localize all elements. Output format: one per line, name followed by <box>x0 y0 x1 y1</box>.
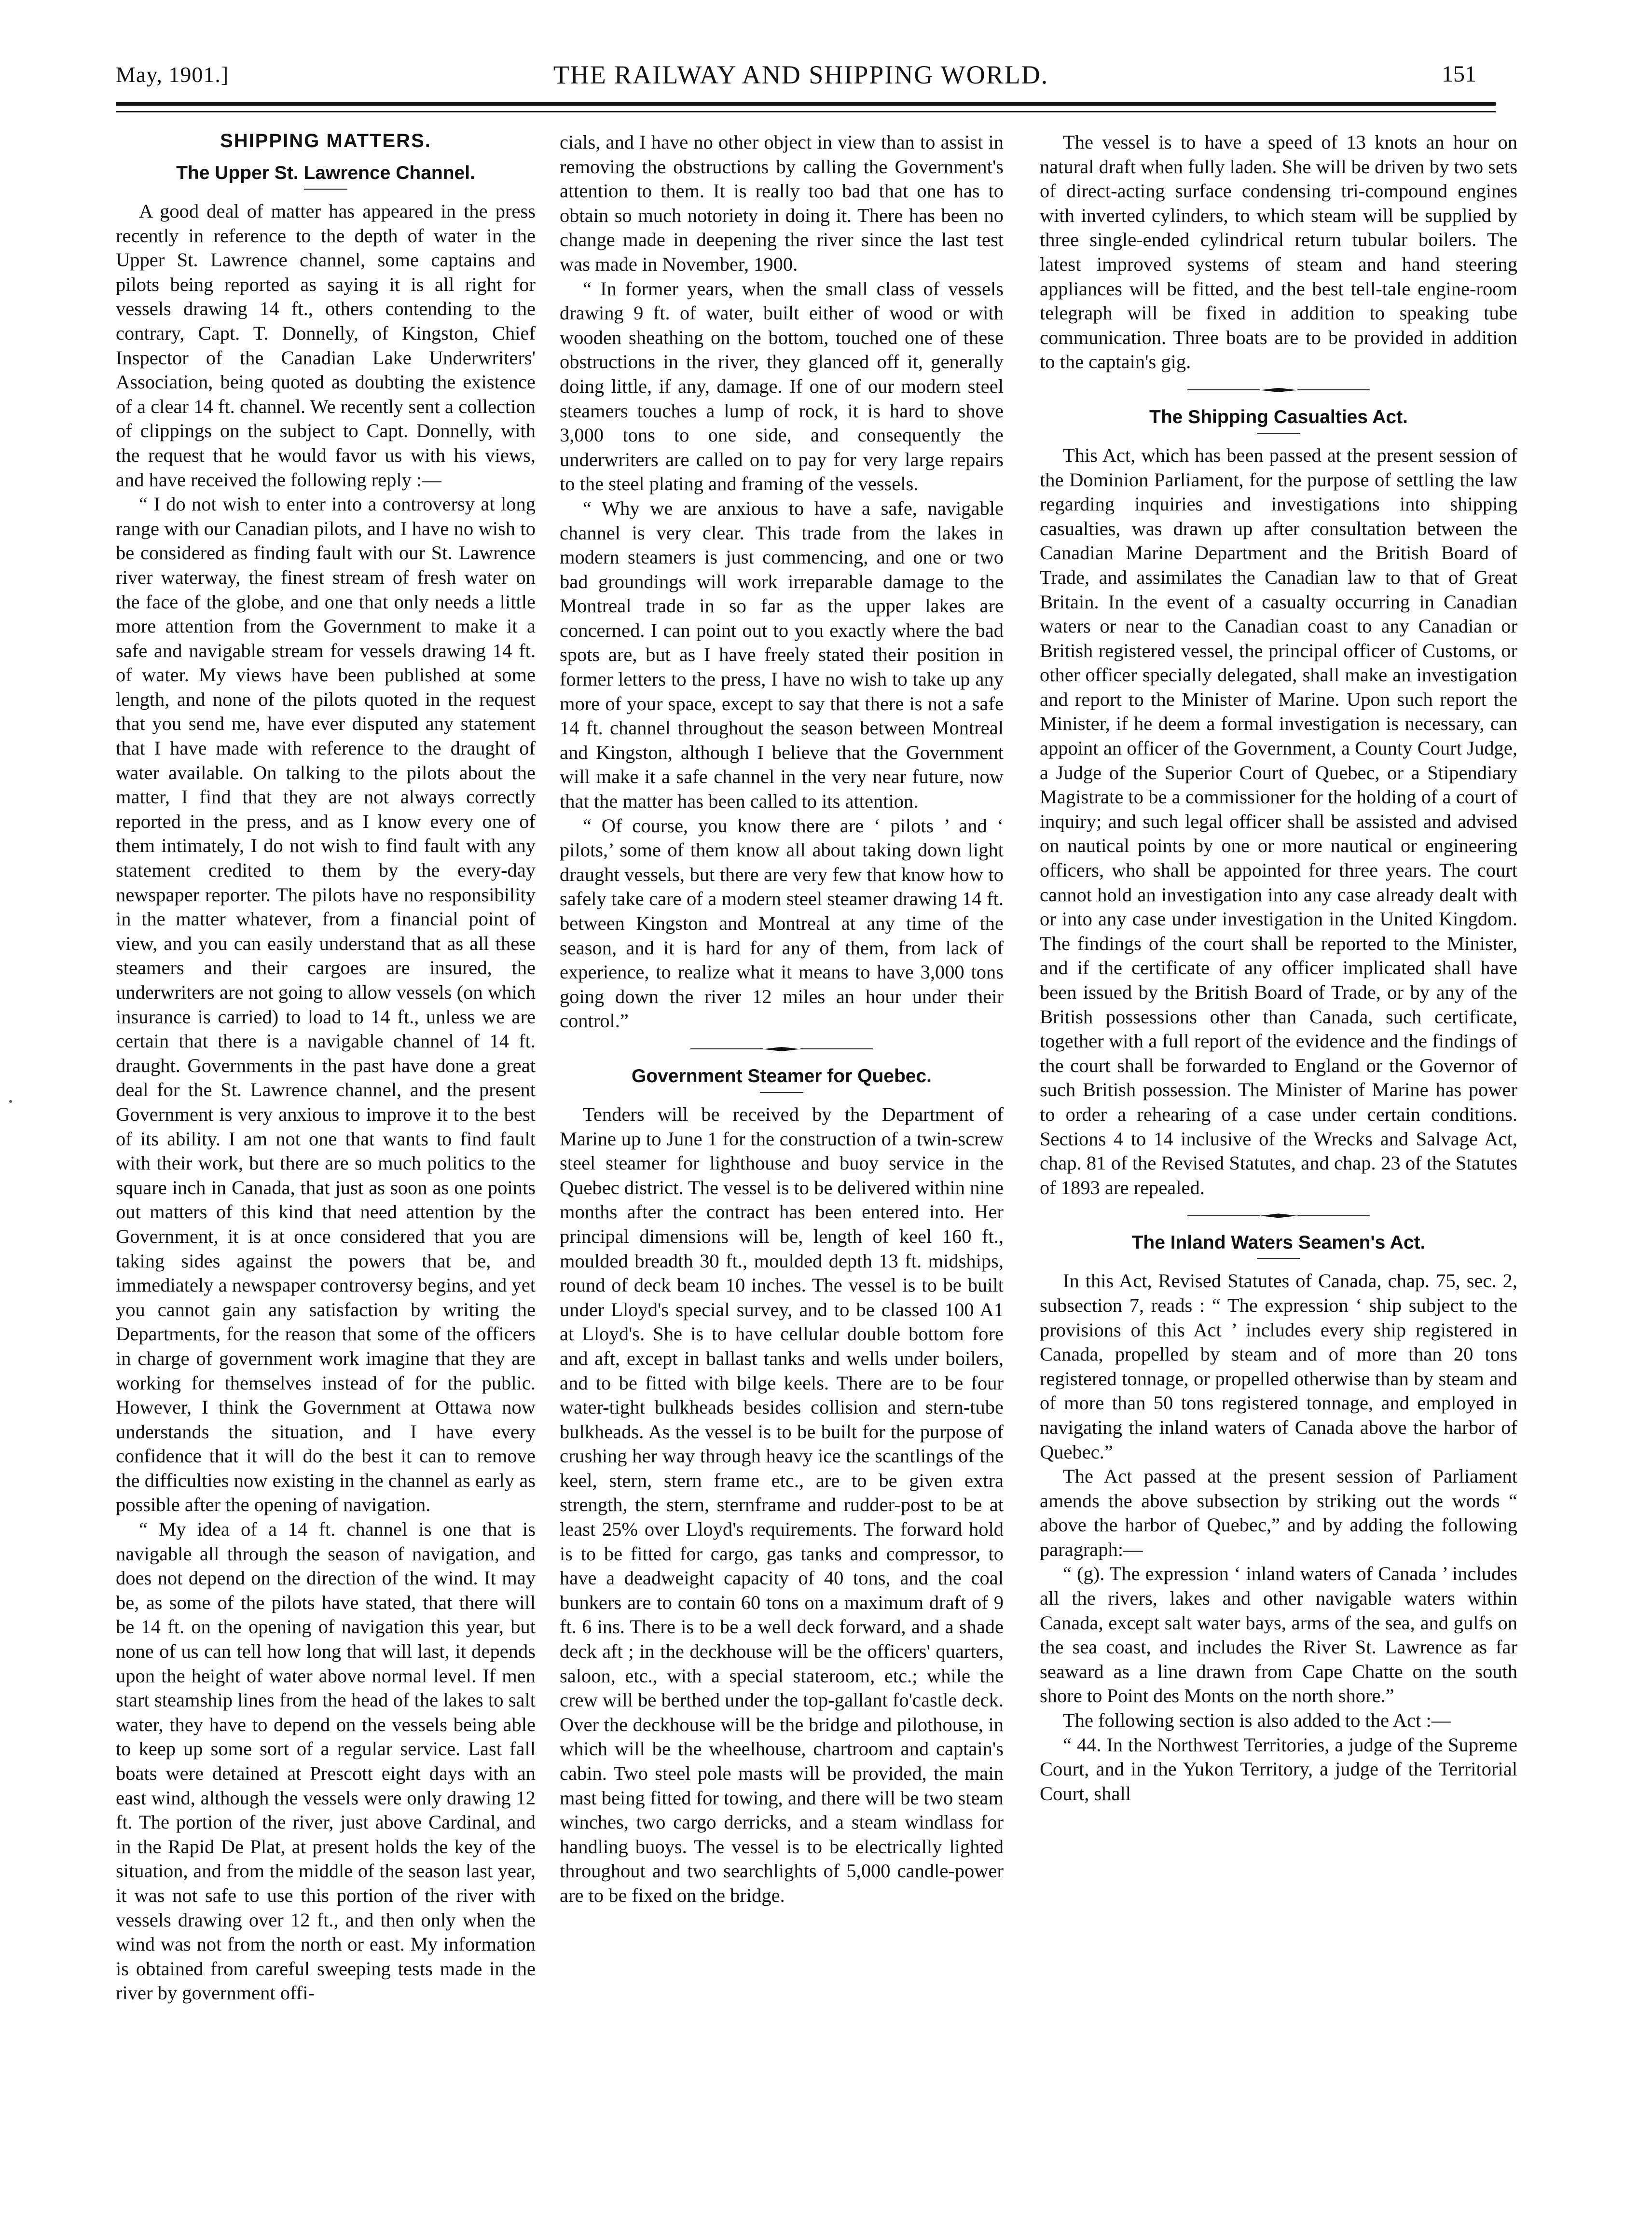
title-rule <box>1257 1258 1300 1259</box>
separator-line <box>800 1048 873 1049</box>
section-separator <box>1040 388 1517 392</box>
column-3 <box>1040 130 1517 1806</box>
article-paragraph: A good deal of matter has appeared in the press recently in reference to the depth of water in the Upper St. Lawrence channel, some captains and pilots being reported as saying it is all right for vessels drawing 14 ft., others contending to the contrary, Capt. T. Donnelly, of Kingston, Chief Inspector of the Canadian Lake Underwriters' Association, being quoted as doubting the existence of a clear 14 ft. channel. We recently sent a collection of clippings on the subject to Capt. Donnelly, with the request that he would favor us with his views, and have received the following reply :— <box>116 200 536 491</box>
header-rule-thin <box>116 111 1496 112</box>
separator-line <box>1297 389 1370 390</box>
article-paragraph: “ 44. In the Northwest Territories, a judge of the Supreme Court, and in the Yukon Territory, a judge of the Territorial Court, shall <box>1040 1733 1517 1804</box>
header-rule-thick <box>116 102 1496 106</box>
article-title-upper-st-lawrence: The Upper St. Lawrence Channel. <box>176 163 475 183</box>
article-title-government-steamer: Government Steamer for Quebec. <box>631 1065 932 1086</box>
article-title-inland-waters: The Inland Waters Seamen's Act. <box>1131 1232 1426 1253</box>
article-paragraph: “ My idea of a 14 ft. channel is one that is navigable all through the season of navigation, and does not depend on the direction of the wind. It may be, as some of the pilots have stated, that there will be 14 ft. on the opening of navigation this year, but none of us can tell how long that will last, it depends upon the height of water above normal level. If men start steamship lines from the head of the lakes to salt water, they have to depend on the vessels being able to keep up some sort of a regular service. Last fall boats were detained at Prescott eight days with an east wind, although the vessels were only drawing 12 ft. The portion of the river, just above Cardinal, and in the Rapid De Plat, at present holds the key of the situation, and from the middle of the season last year, it was not safe to use this portion of the river with vessels drawing over 12 ft., and then only when the wind was not from the north or east. My information is obtained from careful sweeping tests made in the river by government offi- <box>116 1518 536 2004</box>
article-paragraph: Tenders will be received by the Department of Marine up to June 1 for the construction of a twin-screw steel steamer for lighthouse and buoy service in the Quebec district. The vessel is to be delivered within nine months after the contract has been entered into. Her principal dimensions will be, length of keel 160 ft., moulded breadth 30 ft., moulded depth 13 ft. midships, round of deck beam 10 inches. The vessel is to be built under Lloyd's special survey, and to be classed 100 A1 at Lloyd's. She is to have cellular double bottom fore and aft, except in ballast tanks and wells under boilers, and to be fitted with bilge keels. There are to be four water-tight bulkheads besides collision and stern-tube bulkheads. As the vessel is to be built for the purpose of crushing her way through heavy ice the scantlings of the keel, stern, stern frame etc., are to be given extra strength, the stern, sternframe and rudder-post to be at least 25% over Lloyd's requirements. The forward hold is to be fitted for cargo, gas tanks and compressor, to have a deadweight capacity of 40 tons, and the coal bunkers are to contain 60 tons on a maximum draft of 9 ft. 6 ins. There is to be a well deck forward, and a shade deck aft ; in the deckhouse will be the officers' quarters, saloon, etc., with a special stateroom, etc.; while the crew will be berthed under the top-gallant fo'castle deck. Over the deckhouse will be the bridge and pilothouse, in which will be the wheelhouse, chartroom and captain's cabin. Two steel pole masts will be provided, the main mast being fitted for towing, and there will be two steam winches, two cargo derricks, and a steam windlass for handling buoys. The vessel is to be electrically lighted throughout and two searchlights of 5,000 candle-power are to be fixed on the bridge. <box>560 1103 1004 1906</box>
title-rule <box>760 1092 803 1093</box>
column-2 <box>560 130 1004 1908</box>
publication-title: THE RAILWAY AND SHIPPING WORLD. <box>553 60 1049 89</box>
section-separator <box>560 1047 1004 1051</box>
separator-line <box>1187 389 1260 390</box>
separator-line <box>1187 1215 1260 1216</box>
article-title-shipping-casualties: The Shipping Casualties Act. <box>1149 406 1408 427</box>
article-paragraph: cials, and I have no other object in view than to assist in removing the obstructions by calling the Government's attention to them. It is really too bad that one has to obtain so much notoriety in doing it. There has been no change made in deepening the river since the last test was made in November, 1900. <box>560 131 1004 275</box>
article-paragraph: “ Of course, you know there are ‘ pilots ’ and ‘ pilots,’ some of them know all about taking down light draught vessels, but there are very few that know how to safely take care of a modern steel steamer drawing 14 ft. between Kingston and Montreal at any time of the season, and it is hard for any of them, from lack of experience, to realize what it means to have 3,000 tons going down the river 12 miles an hour under their control.” <box>560 814 1004 1032</box>
article-paragraph: In this Act, Revised Statutes of Canada, chap. 75, sec. 2, subsection 7, reads : “ The expression ‘ ship subject to the provisions of this Act ’ includes every ship registered in Canada, propelled by steam and of more than 20 tons registered tonnage, or propelled otherwise than by steam and of more than 50 tons registered tonnage, and employed in navigating the inland waters of Canada above the harbor of Quebec.” <box>1040 1270 1517 1463</box>
article-paragraph: This Act, which has been passed at the present session of the Dominion Parliament, for the purpose of settling the law regarding inquiries and investigations into shipping casualties, was drawn up after consultation between the Canadian Marine Department and the British Board of Trade, and assimilates the Canadian law to that of Great Britain. In the event of a casualty occurring in Canadian waters or near to the Canadian coast to any Canadian or British registered vessel, the principal officer of Customs, or other officer specially delegated, shall make an investigation and report to the Minister of Marine. Upon such report the Minister, if he deem a formal investigation is necessary, can appoint an officer of the Government, a County Court Judge, a Judge of the Superior Court of Quebec, or a Stipendiary Magistrate to be a commissioner for the holding of a court of inquiry; and such legal officer shall be assisted and advised on nautical points by one or more nautical or engineering officers, who shall be appointed for three years. The court cannot hold an investigation into any case already dealt with or into any case under investigation in the United Kingdom. The findings of the court shall be reported to the Minister, and if the certificate of any officer implicated shall have been issued by the British Board of Trade, or by any of the British possessions other than Canada, such certificate, together with a full report of the evidence and the findings of the court shall be forwarded to England or the Governor of such British possession. The Minister of Marine has power to order a rehearing of a case under certain conditions. Sections 4 to 14 inclusive of the Wrecks and Salvage Act, chap. 81 of the Revised Statutes, and chap. 23 of the Statutes of 1893 are repealed. <box>1040 444 1517 1198</box>
issue-date: May, 1901.] <box>116 62 229 87</box>
separator-ornament <box>1260 388 1297 392</box>
article-paragraph: “ Why we are anxious to have a safe, navigable channel is very clear. This trade from the lakes in modern steamers is just commencing, and one or two bad groundings will work irreparable damage to the Montreal trade in so far as the upper lakes are concerned. I can point out to you exactly where the bad spots are, but as I have freely stated their position in former letters to the press, I have no wish to take up any more of your space, except to say that there is not a safe 14 ft. channel throughout the season between Montreal and Kingston, although I believe that the Government will make it a safe channel in the very near future, now that the matter has been called to its attention. <box>560 497 1004 812</box>
page-number: 151 <box>1442 61 1476 87</box>
masthead <box>116 58 1486 96</box>
title-rule <box>1257 433 1300 434</box>
article-paragraph: “ I do not wish to enter into a controversy at long range with our Canadian pilots, and I have no wish to be considered as finding fault with our St. Lawrence river waterway, the finest stream of fresh water on the face of the globe, and one that only needs a little more attention from the Government to make it a safe and navigable stream for vessels drawing 14 ft. of water. My views have been published at some length, and none of the pilots quoted in the request that you send me, have ever disputed any statement that I have made with reference to the draught of water available. On talking to the pilots about the matter, I find that they are not always correctly reported in the press, and as I know every one of them intimately, I do not wish to find fault with any statement credited to them by the every-day newspaper reporter. The pilots have no responsibility in the matter whatever, from a financial point of view, and you can easily understand that as all these steamers and their cargoes are insured, the underwriters are not going to allow vessels (on which insurance is carried) to load to 14 ft., unless we are certain that there is a navigable channel of 14 ft. draught. Governments in the past have done a great deal for the St. Lawrence channel, and the present Government is very anxious to improve it to the best of its ability. I am not one that wants to find fault with their work, but there are so much politics to the square inch in Canada, that just as soon as one points out matters of this kind that need attention by the Government, it is at once considered that you are taking sides against the powers that be, and immediately a newspaper controversy begins, and yet you cannot gain any satisfaction by writing the Departments, for the reason that some of the officers in charge of government work imagine that they are working for themselves instead of for the public. However, I think the Government at Ottawa now understands the situation, and I have every confidence that it will do the best it can to remove the difficulties now existing in the channel as early as possible after the opening of navigation. <box>116 493 536 1516</box>
article-paragraph: The Act passed at the present session of Parliament amends the above subsection by striking out the words “ above the harbor of Quebec,” and by adding the following paragraph:— <box>1040 1465 1517 1560</box>
article-paragraph: The vessel is to have a speed of 13 knots an hour on natural draft when fully laden. She will be driven by two sets of direct-acting surface condensing tri-compound engines with inverted cylinders, to which steam will be supplied by three single-ended cylindrical return tubular boilers. The latest improved systems of steam and hand steering appliances will be fitted, and the best tell-tale engine-room telegraph will be fixed in addition to speaking tube communication. Three boats are to be provided in addition to the captain's gig. <box>1040 131 1517 373</box>
separator-line <box>1297 1215 1370 1216</box>
separator-ornament <box>763 1047 800 1051</box>
section-title: SHIPPING MATTERS. <box>220 130 431 151</box>
section-separator <box>1040 1213 1517 1218</box>
title-rule <box>304 189 347 190</box>
article-paragraph: “ (g). The expression ‘ inland waters of Canada ’ includes all the rivers, lakes and other navigable waters within Canada, except salt water bays, arms of the sea, and gulfs on the sea coast, and includes the River St. Lawrence as far seaward as a line drawn from Cape Chatte on the south shore to Point des Monts on the north shore.” <box>1040 1563 1517 1707</box>
separator-line <box>690 1048 763 1049</box>
separator-ornament <box>1260 1213 1297 1218</box>
margin-dot <box>9 1100 12 1103</box>
column-1 <box>116 130 536 2006</box>
article-paragraph: “ In former years, when the small class of vessels drawing 9 ft. of water, built either of wood or with wooden sheathing on the bottom, touched one of these obstructions in the river, they glanced off it, generally doing little, if any, damage. If one of our modern steel steamers touches a lump of rock, it is hard to shove 3,000 tons to one side, and consequently the underwriters are called on to pay for very large repairs to the steel plating and framing of the vessels. <box>560 277 1004 495</box>
article-paragraph: The following section is also added to the Act :— <box>1063 1709 1451 1732</box>
